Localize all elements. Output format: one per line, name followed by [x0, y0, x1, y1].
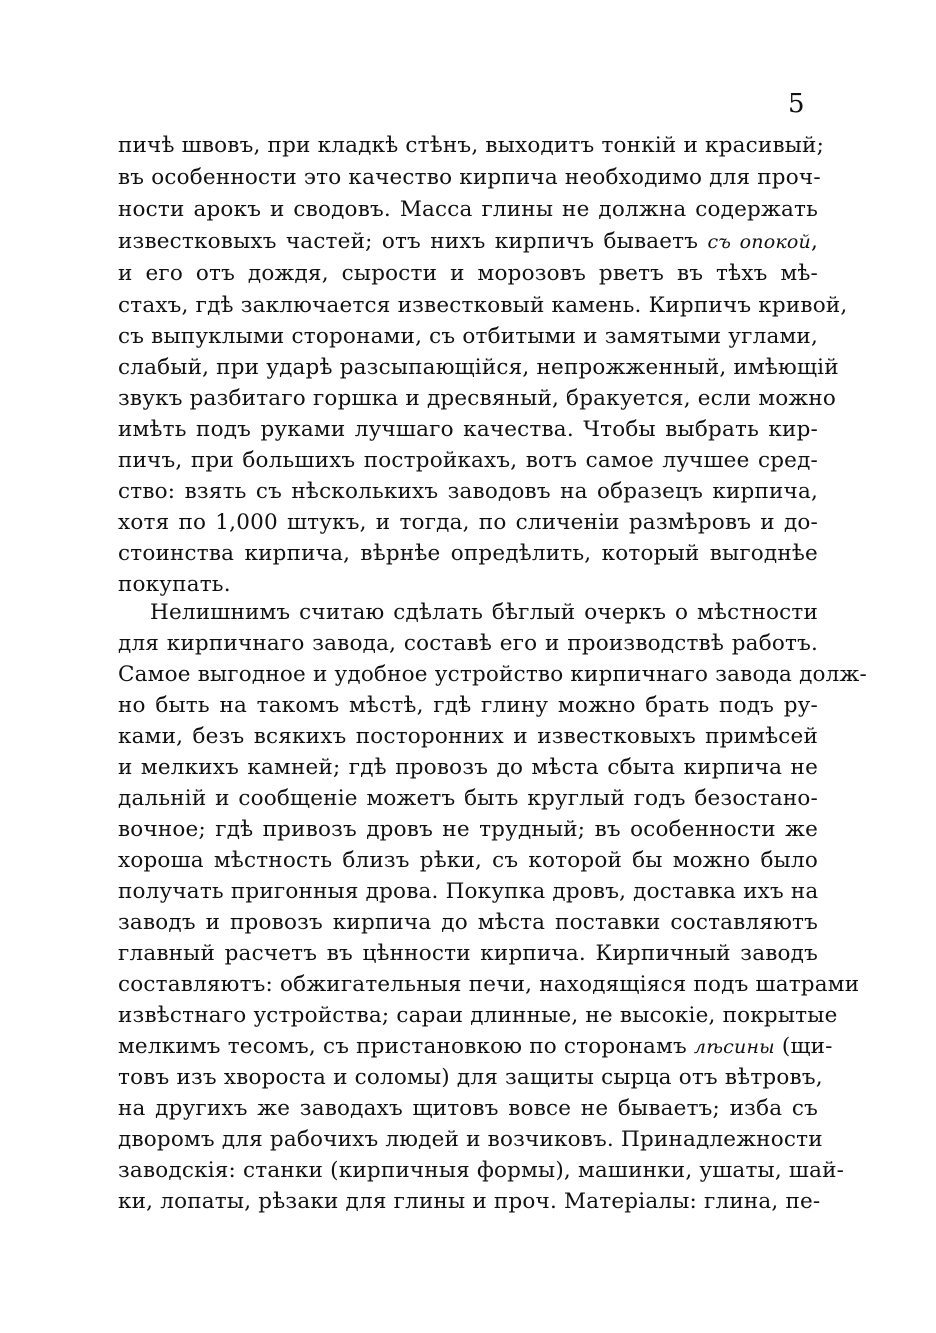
text-line: получать пригонныя дрова. Покупка дровъ, доставка ихъ на [118, 879, 819, 904]
text-line: заводъ и провозъ кирпича до мѣста поставки составляютъ [118, 910, 818, 935]
text-line: и мелкихъ камней; гдѣ провозъ до мѣста сбыта кирпича не [118, 755, 818, 780]
text-line: ками, безъ всякихъ посторонних и известковыхъ примѣсей [118, 724, 818, 749]
text-line: дальній и сообщеніе можетъ быть круглый годъ безостано- [118, 786, 818, 811]
text-line: покупать. [118, 572, 231, 597]
text-line: хороша мѣстность близъ рѣки, съ которой бы можно было [118, 848, 818, 873]
text-line: товъ изъ хвороста и соломы) для защиты сырца отъ вѣтровъ, [118, 1065, 823, 1090]
text-line: въ особенности это качество кирпича необходимо для проч- [118, 165, 821, 190]
text-line: ки, лопаты, рѣзаки для глины и проч. Матеріалы: глина, пе- [118, 1189, 821, 1214]
text-line: и его отъ дождя, сырости и морозовъ рветъ въ тѣхъ мѣ- [118, 261, 818, 286]
text-line: слабый, при ударѣ разсыпающійся, непрожженный, имѣющій [118, 355, 839, 380]
text-line: хотя по 1,000 штукъ, и тогда, по сличеніи размѣровъ и до- [118, 510, 818, 535]
italic-term: съ опокой [707, 231, 811, 253]
text-line: для кирпичнаго завода, составѣ его и производствѣ работъ. [118, 631, 818, 656]
text-line: вочное; гдѣ привозъ дровъ не трудный; въ особенности же [118, 817, 818, 842]
text-line: главный расчетъ въ цѣнности кирпича. Кирпичный заводъ [118, 941, 818, 966]
text-line: извѣстнаго устройства; сараи длинные, не высокіе, покрытые [118, 1003, 838, 1028]
text-line: ство: взять съ нѣсколькихъ заводовъ на образецъ кирпича, [118, 479, 818, 504]
text-line: но быть на такомъ мѣстѣ, гдѣ глину можно брать подъ ру- [118, 693, 818, 718]
italic-term: лѣсины [693, 1036, 775, 1058]
text-line: пичѣ швовъ, при кладкѣ стѣнъ, выходитъ тонкій и красивый; [118, 133, 825, 158]
text-line: стоинства кирпича, вѣрнѣе опредѣлить, который выгоднѣе [118, 541, 818, 566]
text-line: звукъ разбитаго горшка и дресвяный, бракуется, если можно [118, 386, 837, 411]
text-line: Нелишнимъ считаю сдѣлать бѣглый очеркъ о мѣстности [150, 600, 818, 625]
text-line: имѣть подъ руками лучшаго качества. Чтобы выбрать кир- [118, 417, 818, 442]
text-line: заводскія: станки (кирпичныя формы), машинки, ушаты, шай- [118, 1158, 845, 1183]
text-line: мелкимъ тесомъ, съ пристановкою по сторонамъ лѣсины (щи- [118, 1034, 833, 1059]
text-line: дворомъ для рабочихъ людей и возчиковъ. Принадлежности [118, 1127, 823, 1152]
text-line: съ выпуклыми сторонами, съ отбитыми и замятыми углами, [118, 324, 818, 349]
text-line: пичъ, при большихъ постройкахъ, вотъ самое лучшее сред- [118, 448, 818, 473]
text-line: ности арокъ и сводовъ. Масса глины не должна содержать [118, 197, 818, 222]
text-line: Самое выгодное и удобное устройство кирпичнаго завода долж- [118, 662, 867, 687]
text-line: составляютъ: обжигательныя печи, находящіяся подъ шатрами [118, 972, 860, 997]
text-line: известковыхъ частей; отъ нихъ кирпичъ бываетъ съ опокой, [118, 229, 818, 254]
page-number: 5 [788, 89, 805, 119]
text-line: стахъ, гдѣ заключается известковый камень. Кирпичъ кривой, [118, 293, 848, 318]
text-line: на другихъ же заводахъ щитовъ вовсе не бываетъ; изба съ [118, 1096, 818, 1121]
